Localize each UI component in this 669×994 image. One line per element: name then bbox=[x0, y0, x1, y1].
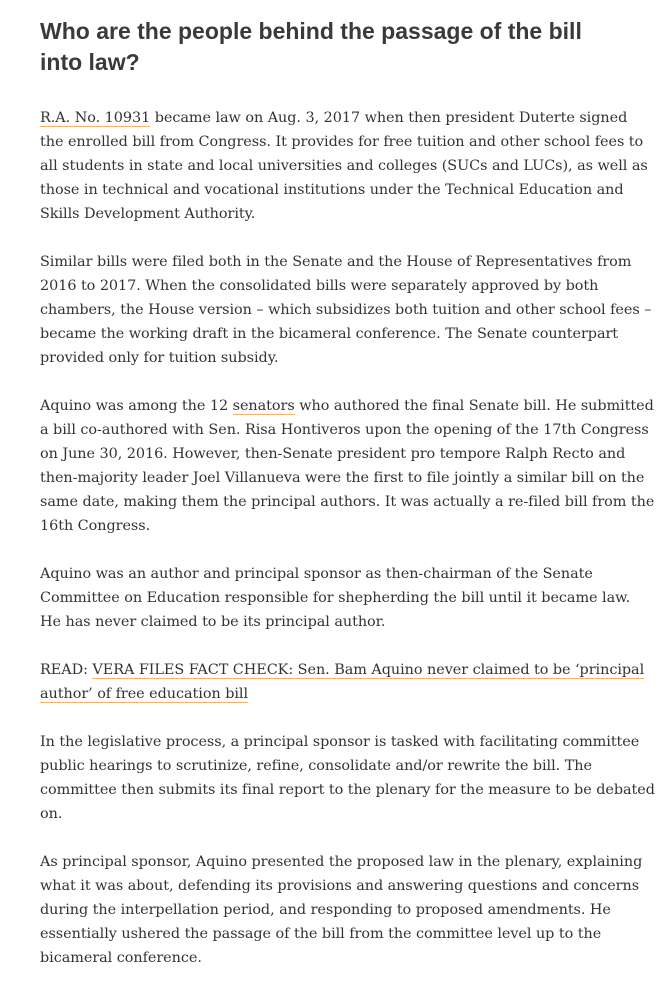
paragraph-text: Aquino was among the 12 bbox=[40, 398, 233, 414]
senators-link[interactable]: senators bbox=[232, 398, 295, 414]
paragraph-principal-sponsor: Aquino was an author and principal sponsor as then-chairman of the Senate Committee on Education responsible for shepherding the bill until it became law. He has never claimed to be its principal author. bbox=[40, 566, 631, 630]
paragraph-text: became law on Aug. 3, 2017 when then president Duterte signed the enrolled bill from Congress. It provides for free tuition and other school fees to all students in state and local universities and colleges (SUCs and LUCs), as well as those in technical and vocational institutions under the Technical Education and Skills Development Authority. bbox=[40, 110, 648, 222]
paragraph-senators bbox=[40, 394, 655, 538]
fact-check-link[interactable]: VERA FILES FACT CHECK: Sen. Bam Aquino never claimed to be ‘principal author’ of free education bill bbox=[40, 662, 645, 702]
article-body bbox=[40, 16, 655, 994]
ra-10931-link[interactable]: R.A. No. 10931 bbox=[40, 110, 151, 126]
paragraph-text: who authored the final Senate bill. He submitted a bill co-authored with Sen. Risa Hontiveros upon the opening of the 17th Congress on June 30, 2016. However, then-Senate president pro tempore Ralph Recto and then-majority leader Joel Villanueva were the first to file jointly a similar bill on the same date, making them the principal authors. It was actually a re-filed bill from the 16th Congress. bbox=[40, 398, 655, 534]
paragraph-ra-10931 bbox=[40, 106, 655, 226]
paragraph-aquino-sponsor: As principal sponsor, Aquino presented the proposed law in the plenary, explaining what it was about, defending its provisions and answering questions and concerns during the interpellation period, and responding to proposed amendments. He essentially ushered the passage of the bill from the committee level up to the bicameral conference. bbox=[40, 854, 643, 966]
paragraph-similar-bills: Similar bills were filed both in the Senate and the House of Representatives from 2016 to 2017. When the consolidated bills were separately approved by both chambers, the House version – which subsidizes both tuition and other school fees – became the working draft in the bicameral conference. The Senate counterpart provided only for tuition subsidy. bbox=[40, 254, 652, 366]
paragraph-read-more bbox=[40, 658, 655, 706]
read-prefix: READ: bbox=[40, 662, 93, 678]
section-heading: Who are the people behind the passage of the bill into law? bbox=[40, 18, 582, 75]
paragraph-legislative-process: In the legislative process, a principal sponsor is tasked with facilitating committee public hearings to scrutinize, refine, consolidate and/or rewrite the bill. The committee then submits its final report to the plenary for the measure to be debated on. bbox=[40, 734, 655, 822]
